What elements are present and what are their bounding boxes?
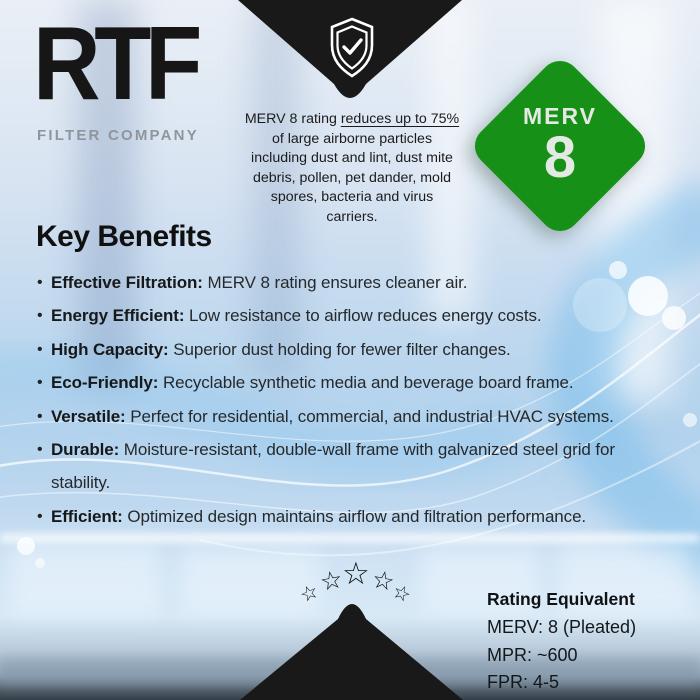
benefit-item	[36, 433, 696, 500]
merv-badge	[467, 53, 654, 240]
benefit-item	[36, 366, 696, 399]
benefit-text: Moisture-resistant, double-wall frame with galvanized steel grid for	[119, 440, 615, 460]
brand-tagline: FILTER COMPANY	[37, 127, 199, 144]
key-benefits-title: Key Benefits	[36, 220, 212, 253]
merv-description-line: including dust and lint, dust mite	[251, 150, 453, 167]
rating-row-merv: MERV: 8 (Pleated)	[487, 617, 637, 637]
benefit-item	[36, 400, 696, 433]
merv-description	[237, 110, 467, 228]
benefit-label: Durable:	[51, 440, 120, 460]
rating-row-mpr: MPR: ~600	[487, 644, 578, 665]
merv-badge-value: 8	[543, 124, 577, 190]
benefit-text: Recyclable synthetic media and beverage board frame.	[158, 373, 574, 393]
brand-logo: RTF	[33, 6, 197, 122]
benefit-label: Efficient:	[51, 506, 123, 526]
benefit-label: Eco-Friendly:	[51, 373, 159, 393]
benefit-text: Superior dust holding for fewer filter changes.	[168, 339, 511, 359]
star-icon: ☆	[388, 578, 416, 608]
benefit-item	[36, 333, 696, 366]
rating-equivalent	[487, 589, 636, 697]
star-icon: ☆	[317, 564, 345, 597]
merv-badge-content	[494, 80, 626, 212]
star-icon: ☆	[295, 578, 323, 608]
star-icon: ☆	[342, 556, 370, 592]
benefit-item	[36, 299, 696, 332]
benefit-label: High Capacity:	[51, 339, 169, 359]
key-benefits-list	[36, 266, 696, 533]
benefit-text: Optimized design maintains airflow and filtration performance.	[122, 506, 587, 526]
benefit-text: MERV 8 rating ensures cleaner air.	[202, 273, 468, 292]
rating-row-fpr: FPR: 4-5	[487, 672, 560, 692]
rating-equivalent-title: Rating Equivalent	[487, 589, 635, 609]
benefit-text: Perfect for residential, commercial, and industrial HVAC systems.	[125, 406, 614, 426]
merv-description-line: carriers.	[326, 208, 378, 225]
underlined-claim: reduces up to 75%	[340, 111, 460, 127]
benefit-item	[36, 266, 696, 299]
benefit-label: Effective Filtration:	[51, 273, 203, 292]
shield-check-icon	[328, 17, 376, 79]
benefit-label: Energy Efficient:	[51, 306, 185, 326]
benefit-label: Versatile:	[51, 406, 126, 426]
merv-description-line: of large airborne particles	[271, 130, 433, 147]
merv-description-line: debris, pollen, pet dander, mold	[253, 169, 451, 186]
merv-description-line1: MERV 8 rating reduces up to 75%	[244, 111, 460, 127]
merv-badge-label: MERV	[522, 102, 598, 129]
benefit-item	[36, 500, 696, 533]
benefit-text: Low resistance to airflow reduces energy costs.	[184, 306, 542, 326]
bottom-triangle	[228, 575, 472, 700]
benefit-text-wrap: stability.	[51, 473, 111, 493]
merv-description-line: spores, bacteria and virus	[270, 189, 434, 206]
star-icon: ☆	[369, 564, 397, 597]
